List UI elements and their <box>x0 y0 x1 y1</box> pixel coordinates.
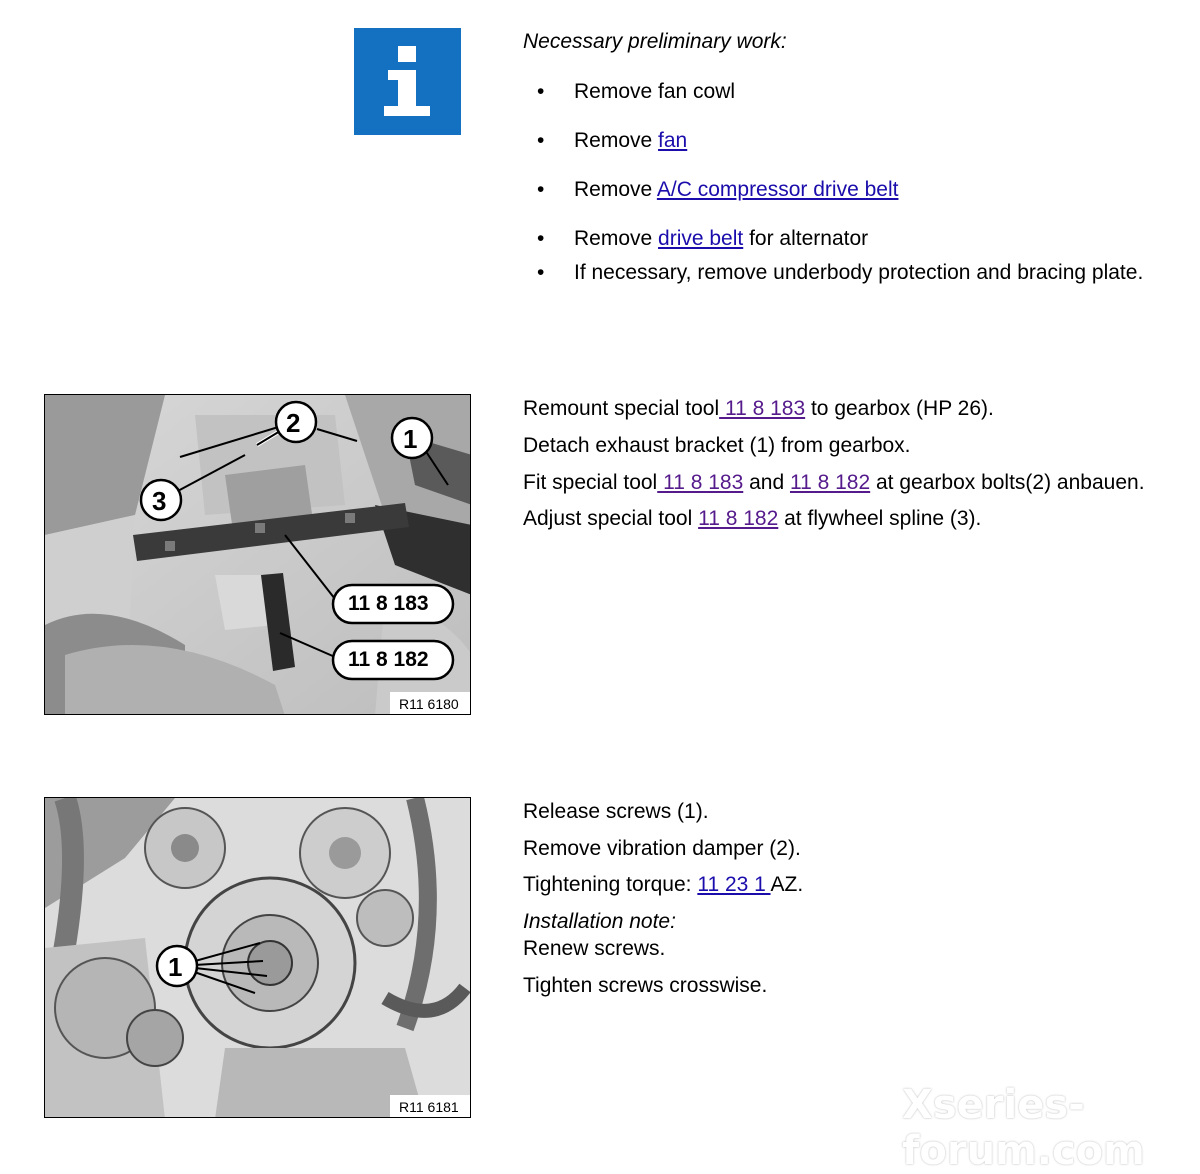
figure-ref: R11 6181 <box>399 1099 459 1115</box>
ac-compressor-drive-belt-link[interactable]: A/C compressor drive belt <box>656 178 899 201</box>
step1-line-3: Fit special tool 11 8 183 and 11 8 182 at gearbox bolts(2) anbauen. <box>523 471 1145 494</box>
tool-11-8-183-link[interactable]: 11 8 183 <box>657 471 744 494</box>
callout-3: 3 <box>152 486 167 516</box>
callout-1: 1 <box>168 952 183 982</box>
bullet-icon: • <box>537 178 545 201</box>
tool-label-11-8-183: 11 8 183 <box>348 592 429 615</box>
figure-ref: R11 6180 <box>399 696 459 712</box>
installation-note-title: Installation note: <box>523 910 676 933</box>
vibration-damper-figure <box>44 797 471 1118</box>
step1-line-1: Remount special tool 11 8 183 to gearbox (HP 26). <box>523 397 994 420</box>
tool-11-8-182-link[interactable]: 11 8 182 <box>698 507 779 530</box>
callout-1: 1 <box>403 424 418 454</box>
tool-label-11-8-182: 11 8 182 <box>348 648 429 671</box>
preliminary-title: Necessary preliminary work: <box>523 30 787 53</box>
tool-11-8-182-link[interactable]: 11 8 182 <box>789 471 871 494</box>
remove-damper-text: Remove vibration damper (2). <box>523 837 801 860</box>
bullet-icon: • <box>537 261 545 284</box>
drive-belt-link[interactable]: drive belt <box>658 227 744 250</box>
step1-line-4: Adjust special tool 11 8 182 at flywheel spline (3). <box>523 507 982 530</box>
gearbox-tool-figure <box>44 394 471 715</box>
step1-line-2: Detach exhaust bracket (1) from gearbox. <box>523 434 911 457</box>
torque-11-23-1-link[interactable]: 11 23 1 <box>697 873 771 896</box>
watermark: Xseries-forum.com <box>902 1082 1145 1174</box>
callout-2: 2 <box>286 408 301 438</box>
bullet-icon: • <box>537 227 545 250</box>
bullet-icon: • <box>537 129 545 152</box>
info-icon <box>354 28 461 135</box>
tightening-torque-text: Tightening torque: 11 23 1 AZ. <box>523 873 804 896</box>
renew-screws-text: Renew screws. <box>523 937 666 960</box>
fan-link[interactable]: fan <box>658 129 688 152</box>
tool-11-8-183-link[interactable]: 11 8 183 <box>719 397 806 420</box>
release-screws-text: Release screws (1). <box>523 800 709 823</box>
bullet-icon: • <box>537 80 545 103</box>
tighten-crosswise-text: Tighten screws crosswise. <box>523 974 768 997</box>
